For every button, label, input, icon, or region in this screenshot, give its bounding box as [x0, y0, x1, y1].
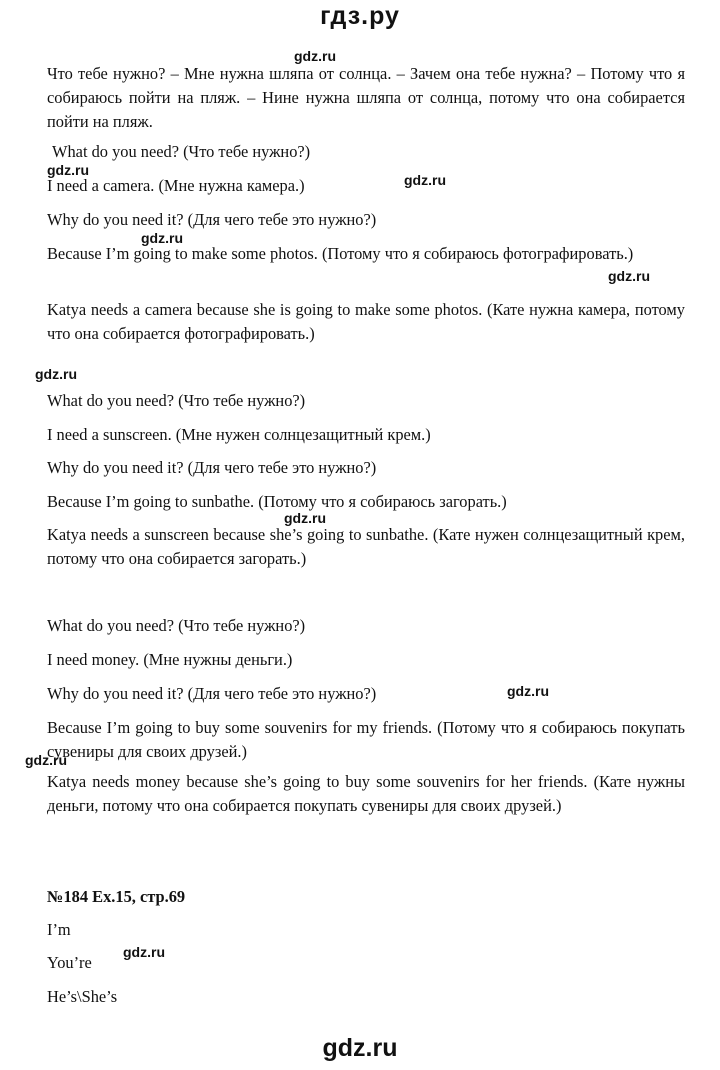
site-header: гдз.ру: [320, 2, 400, 30]
paragraph: Katya needs a camera because she is going to make some photos. (Кате нужна камера, потому что она собирается фотографировать.): [47, 300, 685, 343]
paragraph: You’re: [47, 953, 92, 972]
watermark: gdz.ru: [47, 162, 89, 178]
watermark: gdz.ru: [25, 752, 67, 768]
watermark: gdz.ru: [35, 366, 77, 382]
paragraph: What do you need? (Что тебе нужно?): [52, 142, 311, 161]
paragraph: I need money. (Мне нужны деньги.): [47, 650, 293, 669]
paragraph: What do you need? (Что тебе нужно?): [47, 616, 306, 635]
paragraph: Katya needs money because she’s going to buy some souvenirs for her friends. (Кате нужны деньги, потому что она собирается покупать сувениры для своих друзей.): [47, 772, 685, 815]
paragraph: Because I’m going to sunbathe. (Потому что я собираюсь загорать.): [47, 492, 507, 511]
watermark: gdz.ru: [123, 944, 165, 960]
paragraph: Because I’m going to buy some souvenirs for my friends. (Потому что я собираюсь покупать сувениры для своих друзей.): [47, 718, 685, 761]
paragraph: He’s\She’s: [47, 987, 118, 1006]
watermark: gdz.ru: [404, 172, 446, 188]
site-footer: gdz.ru: [322, 1034, 398, 1062]
paragraph: Why do you need it? (Для чего тебе это нужно?): [47, 684, 377, 703]
paragraph: I need a sunscreen. (Мне нужен солнцезащитный крем.): [47, 425, 431, 444]
paragraph: Because I’m going to make some photos. (Потому что я собираюсь фотографировать.): [47, 244, 634, 263]
watermark: gdz.ru: [507, 683, 549, 699]
paragraph: I’m: [47, 920, 71, 939]
watermark: gdz.ru: [141, 230, 183, 246]
paragraph: Что тебе нужно? – Мне нужна шляпа от солнца. – Зачем она тебе нужна? – Потому что я собираюсь пойти на пляж. – Нине нужна шляпа от солнца, потому что она собирается пойти на пляж.: [47, 64, 685, 131]
paragraph: Why do you need it? (Для чего тебе это нужно?): [47, 458, 377, 477]
paragraph: Katya needs a sunscreen because she’s going to sunbathe. (Кате нужен солнцезащитный крем, потому что она собирается загорать.): [47, 525, 685, 568]
watermark: gdz.ru: [608, 268, 650, 284]
paragraph: Why do you need it? (Для чего тебе это нужно?): [47, 210, 377, 229]
watermark: gdz.ru: [294, 48, 336, 64]
paragraph: I need a camera. (Мне нужна камера.): [47, 176, 305, 195]
paragraph: What do you need? (Что тебе нужно?): [47, 391, 306, 410]
watermark: gdz.ru: [284, 510, 326, 526]
exercise-heading: №184 Ex.15, стр.69: [47, 887, 186, 906]
